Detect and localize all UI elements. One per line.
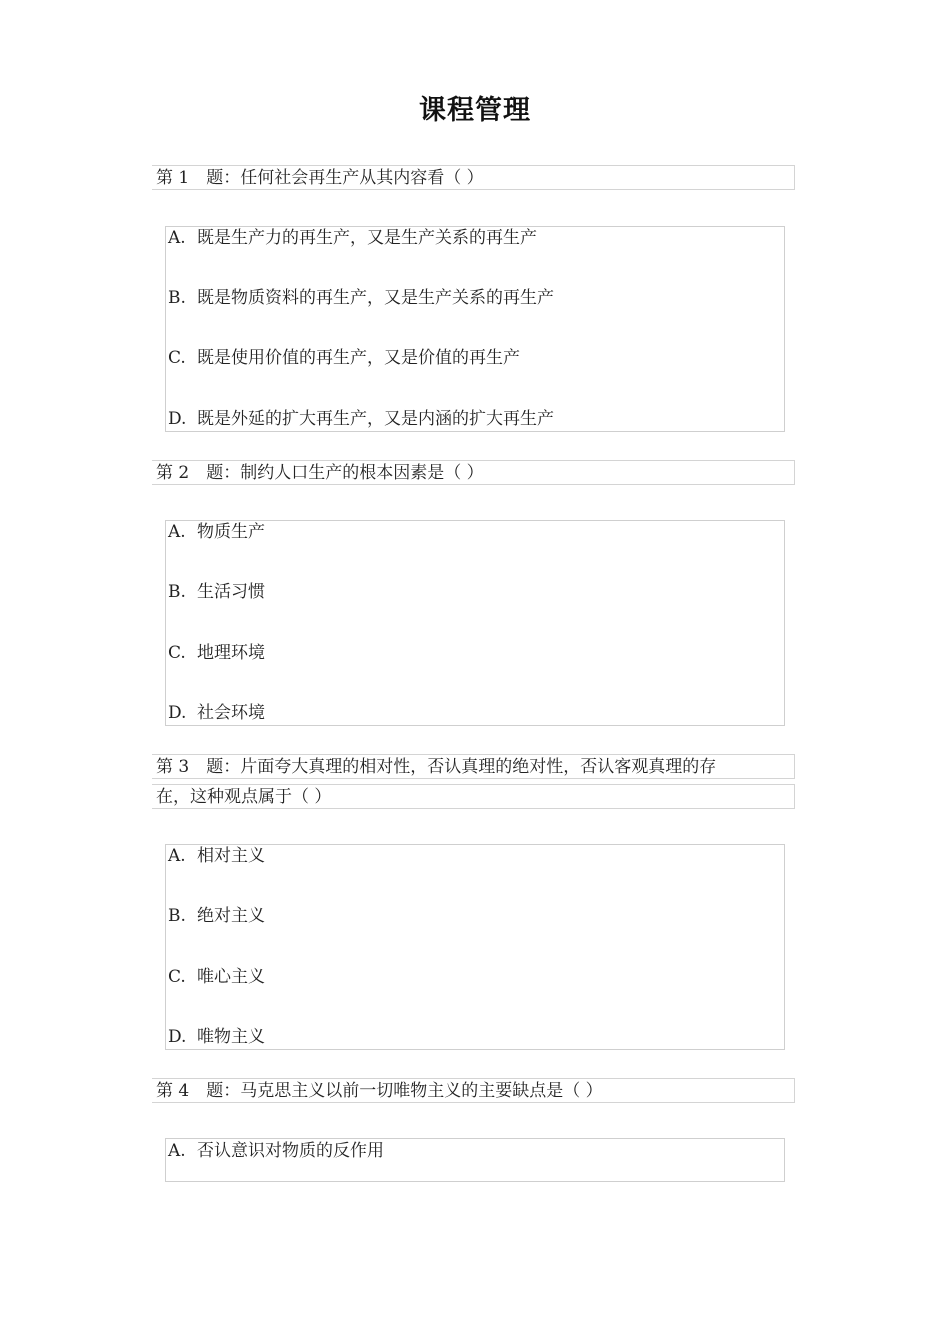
question-3-number: 第 3 题：: [156, 757, 241, 777]
question-4-options: [165, 1138, 785, 1182]
question-3-option-b[interactable]: B. 绝对主义: [168, 906, 265, 926]
question-1-header: [152, 165, 795, 190]
question-3-text-line-2: 在，这种观点属于（ ）: [156, 787, 332, 807]
question-4-header: [152, 1078, 795, 1103]
question-2-option-d[interactable]: D. 社会环境: [168, 703, 265, 723]
question-1-text: 任何社会再生产从其内容看（ ）: [240, 168, 484, 188]
question-2-text: 制约人口生产的根本因素是（ ）: [240, 463, 484, 483]
question-2-options: [165, 520, 785, 726]
question-4-option-a[interactable]: A. 否认意识对物质的反作用: [168, 1141, 384, 1161]
question-1-option-c[interactable]: C. 既是使用价值的再生产，又是价值的再生产: [168, 348, 520, 368]
question-1-option-b[interactable]: B. 既是物质资料的再生产，又是生产关系的再生产: [168, 288, 554, 308]
question-2-option-c[interactable]: C. 地理环境: [168, 643, 265, 663]
question-2-header: [152, 460, 795, 485]
question-4-number: 第 4 题：: [156, 1081, 241, 1101]
question-3-header-continued: [152, 784, 795, 809]
question-1-number: 第 1 题：: [156, 168, 241, 188]
question-1-options: [165, 226, 785, 432]
question-3-header: [152, 754, 795, 779]
question-3-text-line-1: 片面夸大真理的相对性，否认真理的绝对性，否认客观真理的存: [240, 757, 717, 777]
question-4-text: 马克思主义以前一切唯物主义的主要缺点是（ ）: [240, 1081, 603, 1101]
page-title: 课程管理: [419, 95, 531, 126]
question-1-option-d[interactable]: D. 既是外延的扩大再生产，又是内涵的扩大再生产: [168, 409, 554, 429]
question-2-option-a[interactable]: A. 物质生产: [168, 522, 265, 542]
question-2-option-b[interactable]: B. 生活习惯: [168, 582, 265, 602]
question-3-option-d[interactable]: D. 唯物主义: [168, 1027, 265, 1047]
question-3-option-c[interactable]: C. 唯心主义: [168, 967, 265, 987]
question-3-option-a[interactable]: A. 相对主义: [168, 846, 265, 866]
question-3-options: [165, 844, 785, 1050]
question-2-number: 第 2 题：: [156, 463, 241, 483]
question-1-option-a[interactable]: A. 既是生产力的再生产，又是生产关系的再生产: [168, 228, 537, 248]
